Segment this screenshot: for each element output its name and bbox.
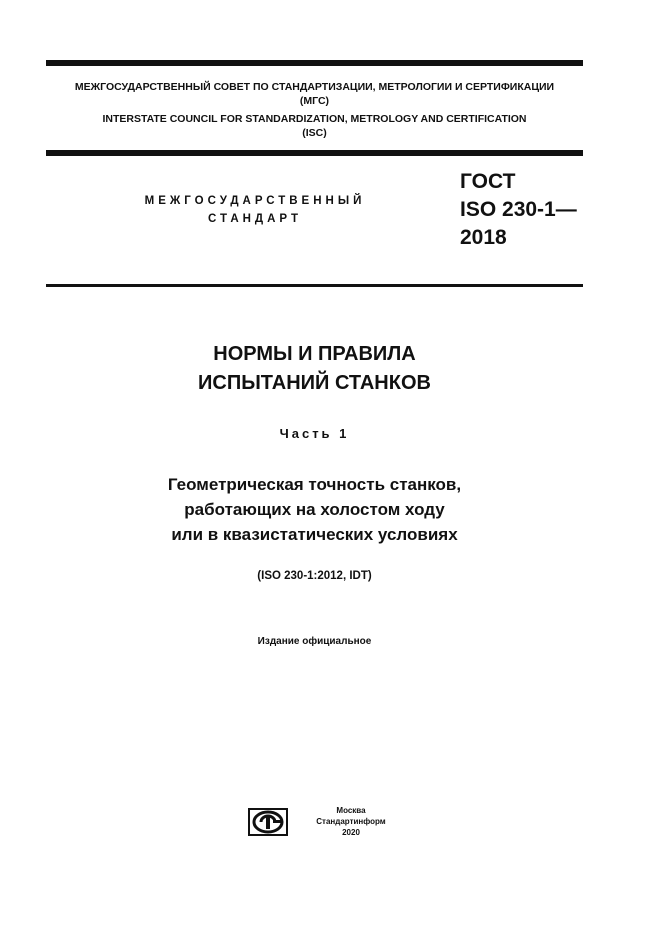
iso-reference: (ISO 230-1:2012, IDT): [257, 570, 372, 582]
top-rule: [46, 60, 583, 66]
document-subtitle: [46, 472, 583, 547]
title-line1: НОРМЫ И ПРАВИЛА: [213, 343, 416, 365]
document-title: [46, 340, 583, 398]
standard-code-line2: ISO 230-1—: [460, 198, 577, 221]
subtitle-line2: работающих на холостом ходу: [184, 500, 445, 519]
part-label: Часть 1: [279, 426, 350, 441]
title-line2: ИСПЫТАНИЙ СТАНКОВ: [198, 372, 431, 394]
publisher-name: Стандартинформ: [316, 817, 386, 826]
council-en-abbr: (ISC): [302, 127, 327, 139]
standard-code-line1: ГОСТ: [460, 170, 516, 193]
standard-code-line3: 2018: [460, 226, 507, 249]
standard-kind: [90, 192, 420, 228]
publisher-year: 2020: [342, 828, 360, 837]
publisher-block: [306, 805, 396, 838]
standard-kind-line1: МЕЖГОСУДАРСТВЕННЫЙ: [144, 195, 366, 207]
edition-note: Издание официальное: [257, 636, 372, 647]
middle-rule: [46, 150, 583, 156]
council-en-block: [46, 112, 583, 140]
council-ru-abbr: (МГС): [299, 95, 330, 107]
council-ru-block: [46, 80, 583, 108]
standartinform-logo-icon: [248, 808, 288, 836]
subtitle-line1: Геометрическая точность станков,: [167, 475, 462, 494]
standard-kind-line2: СТАНДАРТ: [208, 213, 302, 225]
lower-rule: [46, 284, 583, 287]
standard-code: [460, 168, 577, 252]
subtitle-line3: или в квазистатических условиях: [171, 525, 458, 544]
council-en-name: INTERSTATE COUNCIL FOR STANDARDIZATION, METROLOGY AND CERTIFICATION: [102, 113, 527, 125]
council-ru-name: МЕЖГОСУДАРСТВЕННЫЙ СОВЕТ ПО СТАНДАРТИЗАЦИИ, МЕТРОЛОГИИ И СЕРТИФИКАЦИИ: [74, 81, 555, 93]
publisher-city: Москва: [336, 806, 366, 815]
